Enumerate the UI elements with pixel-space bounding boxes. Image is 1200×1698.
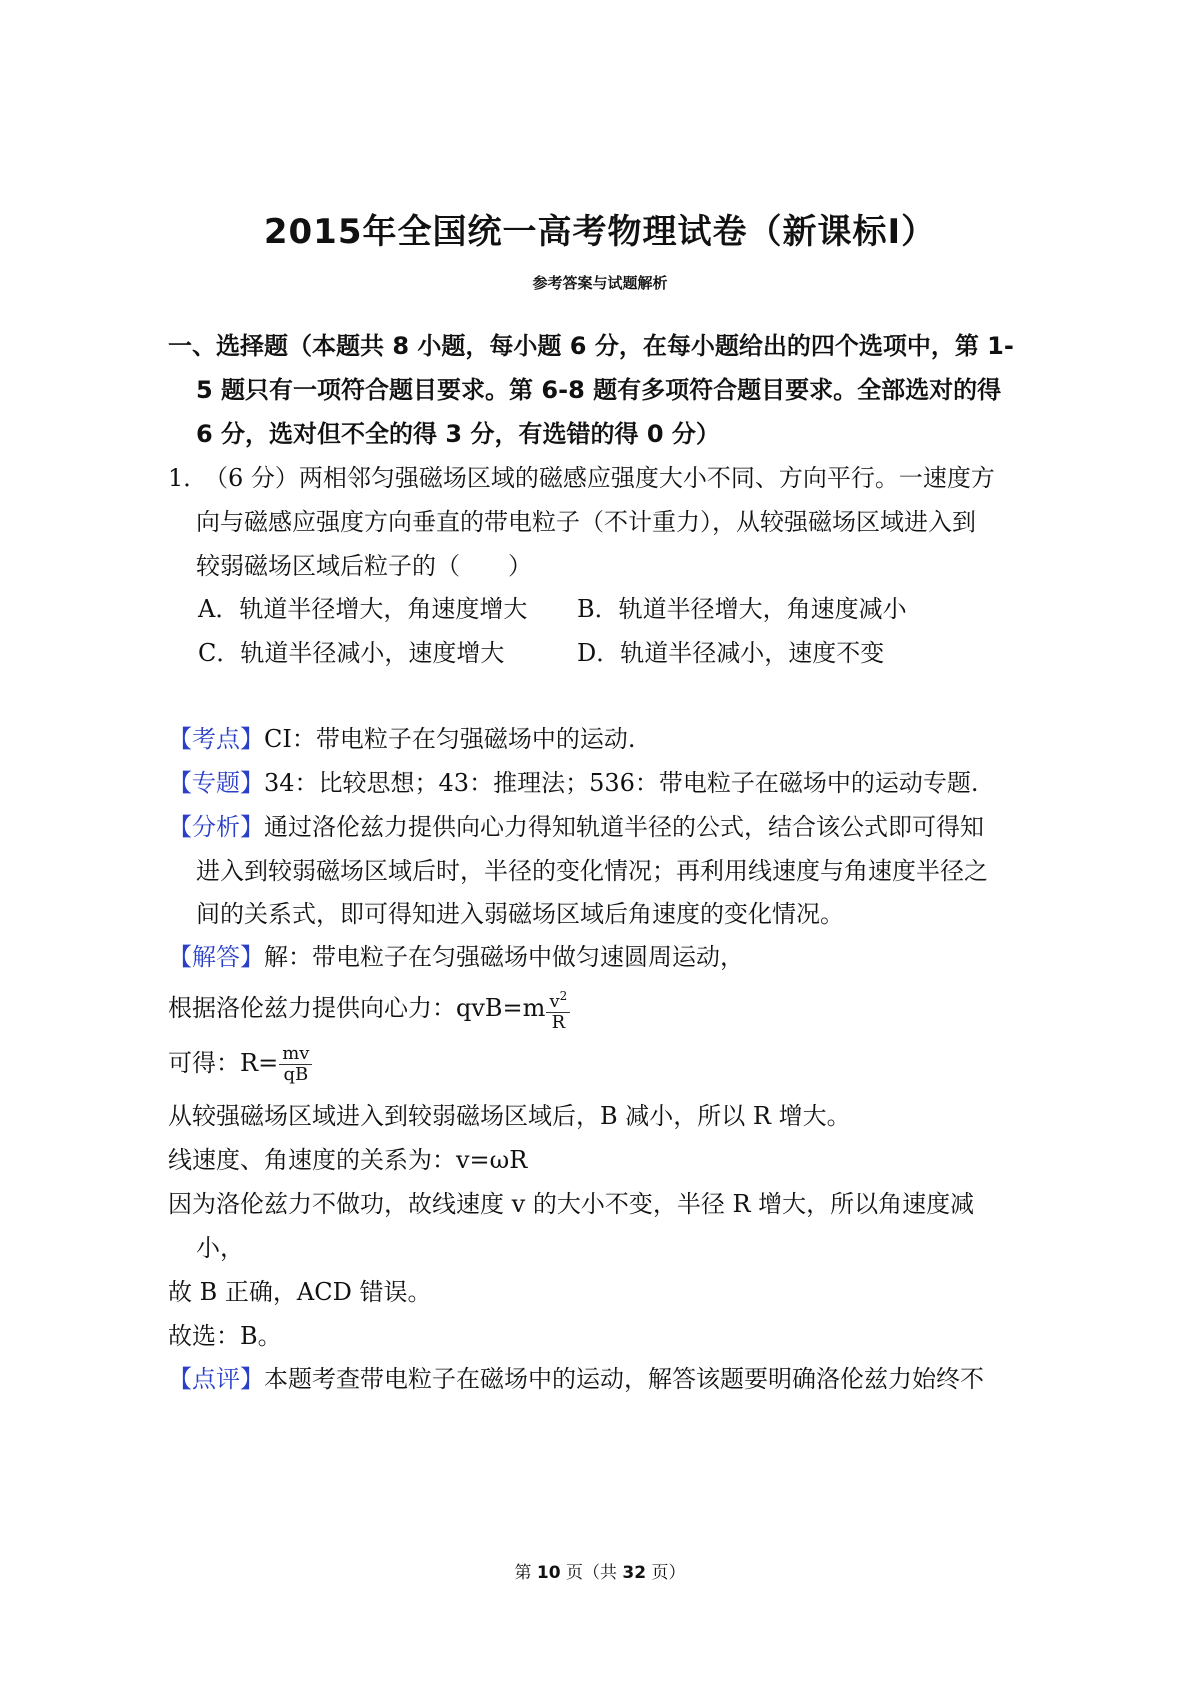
dianping-tag: 【点评】 <box>168 1365 264 1393</box>
fenxi-line-1: 通过洛伦兹力提供向心力得知轨道半径的公式，结合该公式即可得知 <box>264 813 984 841</box>
formula1-prefix: 根据洛伦兹力提供向心力：qvB=m <box>168 994 546 1022</box>
formula2-prefix: 可得：R= <box>168 1049 279 1077</box>
kaodian-row <box>168 723 635 755</box>
formula1-numerator: v <box>549 991 560 1012</box>
page-subtitle: 参考答案与试题解析 <box>532 274 668 292</box>
formula-line-2 <box>168 1044 312 1085</box>
zhuanti-row <box>168 767 979 799</box>
page-footer <box>0 1558 1200 1583</box>
page-title: 2015年全国统一高考物理试卷（新课标Ⅰ） <box>263 212 937 252</box>
section-heading-line-2: 5 题只有一项符合题目要求。第 6-8 题有多项符合题目要求。全部选对的得 <box>196 376 1002 404</box>
footer-mid: 页（共 <box>566 1563 617 1583</box>
formula1-denominator: R <box>551 1012 566 1033</box>
question-stem-line-1: （6 分）两相邻匀强磁场区域的磁感应强度大小不同、方向平行。一速度方 <box>204 464 995 492</box>
question-stem-line-2: 向与磁感应强度方向垂直的带电粒子（不计重力），从较强磁场区域进入到 <box>196 508 976 536</box>
option-c: C．轨道半径减小，速度增大 <box>198 639 505 667</box>
fenxi-line-3: 间的关系式，即可得知进入弱磁场区域后角速度的变化情况。 <box>196 900 844 928</box>
formula2-numerator: mv <box>279 1044 312 1065</box>
kaodian-text: CI：带电粒子在匀强磁场中的运动. <box>264 725 636 753</box>
jieda-line-6: 故 B 正确，ACD 错误。 <box>168 1278 432 1306</box>
fenxi-row <box>168 811 984 843</box>
fenxi-tag: 【分析】 <box>168 813 264 841</box>
option-d: D．轨道半径减小，速度不变 <box>577 639 885 667</box>
dianping-text: 本题考查带电粒子在磁场中的运动，解答该题要明确洛伦兹力始终不 <box>264 1365 984 1393</box>
option-a: A．轨道半径增大，角速度增大 <box>198 595 528 623</box>
formula-line-1 <box>168 986 570 1033</box>
footer-page-number: 10 <box>536 1563 561 1583</box>
fenxi-line-2: 进入到较弱磁场区域后时，半径的变化情况；再利用线速度与角速度半径之 <box>196 857 988 885</box>
jieda-line-5a: 因为洛伦兹力不做功，故线速度 v 的大小不变，半径 R 增大，所以角速度减 <box>168 1190 975 1218</box>
formula1-exponent: 2 <box>559 989 568 1003</box>
question-stem-line-3: 较弱磁场区域后粒子的（ ） <box>196 552 532 580</box>
formula2-denominator: qB <box>283 1064 309 1085</box>
option-b: B．轨道半径增大，角速度减小 <box>577 595 907 623</box>
section-heading-line-1: 一、选择题（本题共 8 小题，每小题 6 分，在每小题给出的四个选项中，第 1- <box>168 332 1014 360</box>
jieda-row <box>168 941 744 973</box>
jieda-line-5b: 小， <box>196 1234 244 1262</box>
kaodian-tag: 【考点】 <box>168 725 264 753</box>
jieda-line-3: 从较强磁场区域进入到较弱磁场区域后，B 减小，所以 R 增大。 <box>168 1102 851 1130</box>
question-number: 1． <box>168 464 208 492</box>
jieda-tag: 【解答】 <box>168 943 264 971</box>
dianping-row <box>168 1363 984 1395</box>
jieda-line-7: 故选：B。 <box>168 1322 282 1350</box>
zhuanti-tag: 【专题】 <box>168 769 264 797</box>
fraction-v2-over-r <box>546 986 570 1033</box>
section-heading-line-3: 6 分，选对但不全的得 3 分，有选错的得 0 分） <box>196 420 720 448</box>
jieda-line-4: 线速度、角速度的关系为：v=ωR <box>168 1146 528 1174</box>
jieda-intro: 解：带电粒子在匀强磁场中做匀速圆周运动， <box>264 943 744 971</box>
footer-suffix: 页） <box>651 1563 686 1583</box>
zhuanti-text: 34：比较思想；43：推理法；536：带电粒子在磁场中的运动专题. <box>264 769 979 797</box>
footer-prefix: 第 <box>514 1563 532 1583</box>
fraction-mv-over-qb <box>279 1044 312 1085</box>
footer-total-pages: 32 <box>622 1563 647 1583</box>
